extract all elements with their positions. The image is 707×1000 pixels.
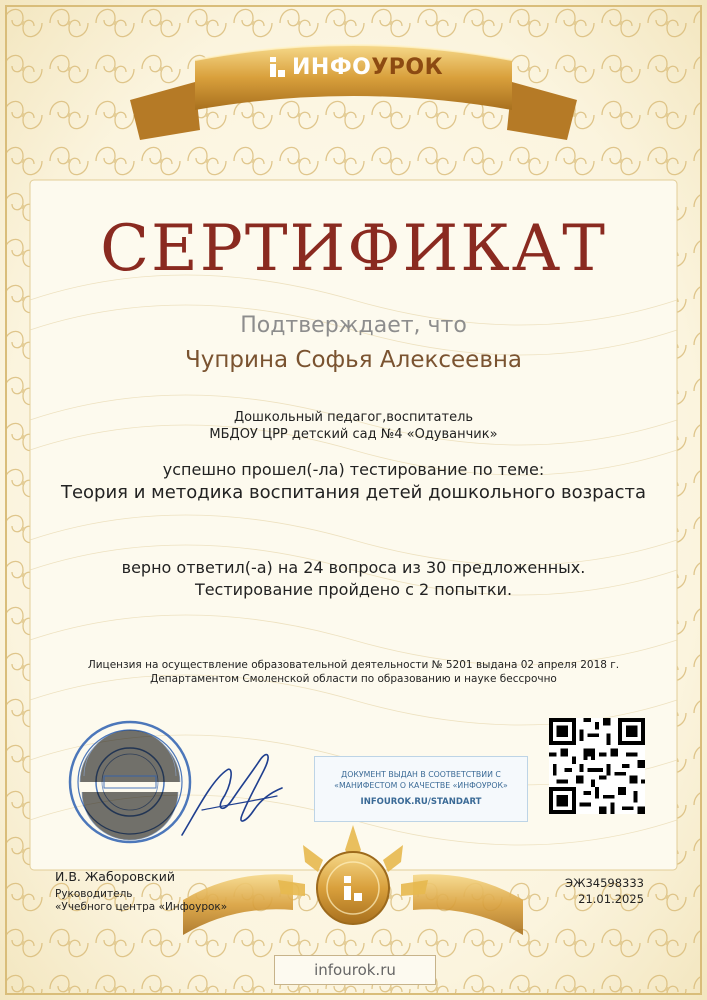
- site-link[interactable]: infourok.ru: [274, 955, 436, 985]
- certificate-title: СЕРТИФИКАТ: [100, 212, 607, 286]
- infourok-mark-icon: [270, 57, 286, 77]
- certificate-id: ЭЖ34598333: [565, 876, 644, 890]
- badge-line-2: «МАНИФЕСТОМ О КАЧЕСТВЕ «ИНФОУРОК»: [334, 781, 508, 790]
- infourok-logo: [270, 52, 450, 82]
- handwritten-signature: [172, 740, 292, 850]
- test-topic: Теория и методика воспитания детей дошкольного возраста: [60, 482, 647, 503]
- signer-role-2: «Учебного центра «Инфоурок»: [55, 901, 228, 913]
- position-line-1: Дошкольный педагог,воспитатель: [233, 410, 474, 425]
- badge-line-1: ДОКУМЕНТ ВЫДАН В СООТВЕТСТВИИ С: [341, 770, 501, 779]
- recipient-name: Чуприна Софья Алексеевна: [184, 347, 522, 373]
- attempts-result: Тестирование пройдено с 2 попытки.: [194, 580, 513, 599]
- issue-date: 21.01.2025: [578, 892, 644, 906]
- position-line-2: МБДОУ ЦРР детский сад №4 «Одуванчик»: [209, 427, 498, 442]
- quality-manifesto-badge: [314, 756, 528, 822]
- standart-link[interactable]: INFOUROK.RU/STANDART: [360, 797, 482, 807]
- license-line-2: Департаментом Смоленской области по образованию и науке бессрочно: [150, 673, 557, 685]
- qr-code[interactable]: [549, 718, 645, 814]
- brand-name: ИНФОУРОК: [292, 54, 444, 80]
- signer-role-1: Руководитель: [55, 888, 133, 900]
- answers-result: верно ответил(-а) на 24 вопроса из 30 предложенных.: [121, 558, 586, 577]
- license-line-1: Лицензия на осуществление образовательной деятельности № 5201 выдана 02 апреля 2018 г.: [87, 659, 620, 671]
- signer-name: И.В. Жаборовский: [55, 869, 175, 884]
- passed-text: успешно прошел(-ла) тестирование по теме:: [162, 460, 545, 479]
- confirm-text: Подтверждает, что: [240, 313, 467, 338]
